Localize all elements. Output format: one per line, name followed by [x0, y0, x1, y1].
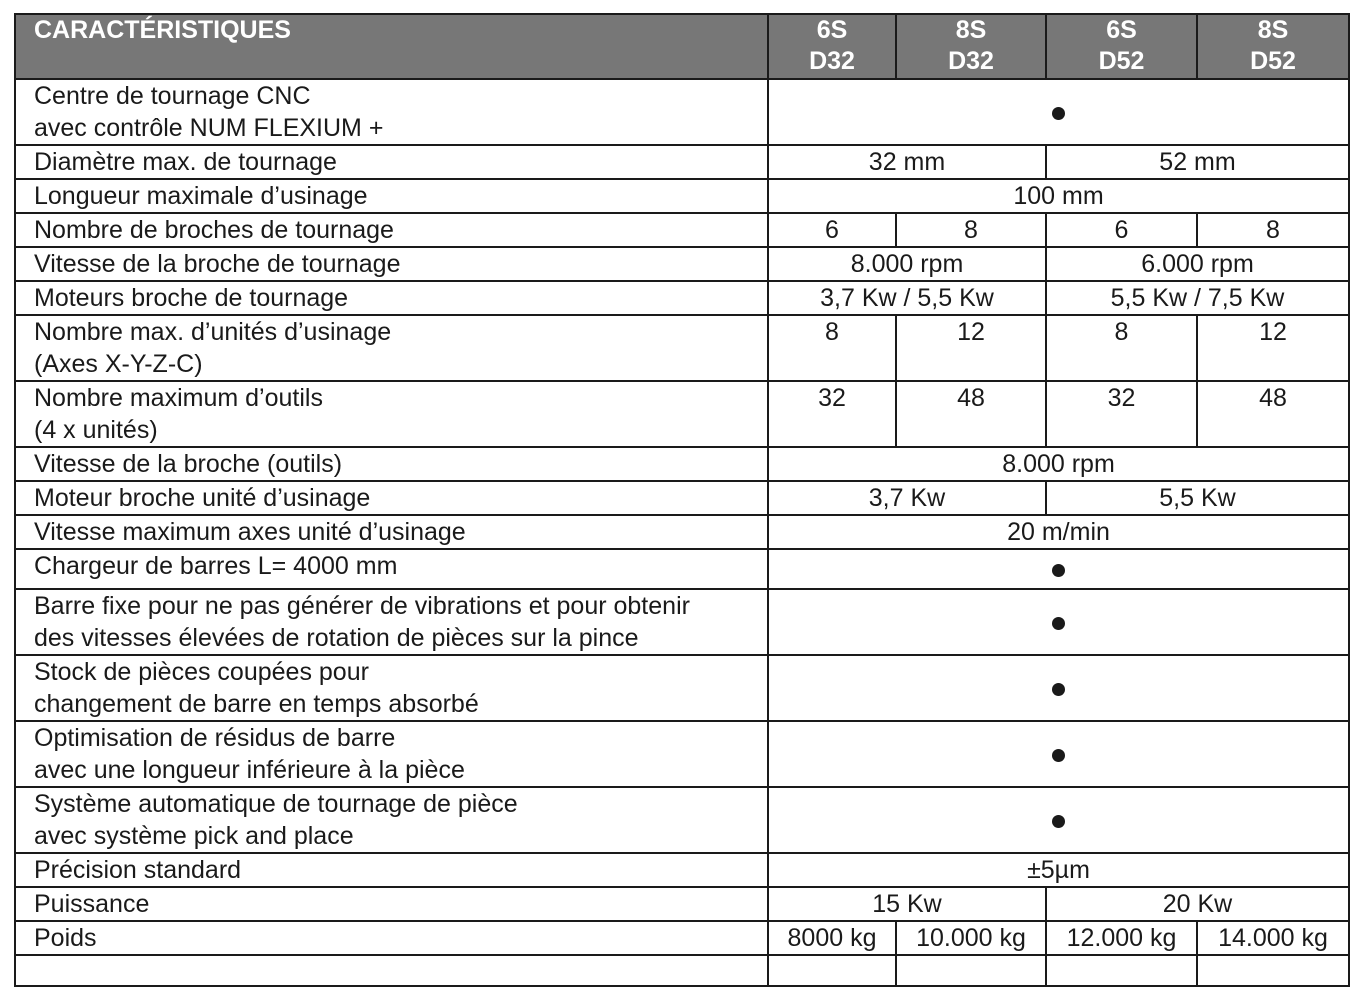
- row-label: Diamètre max. de tournage: [15, 145, 768, 179]
- empty-row: [15, 955, 1349, 986]
- table-row: [15, 179, 1349, 213]
- bullet-icon: [1052, 815, 1065, 828]
- row-value: 20 Kw: [1046, 887, 1349, 921]
- table-row: [15, 381, 1349, 447]
- row-label: Puissance: [15, 887, 768, 921]
- row-value: 8: [1197, 213, 1349, 247]
- bullet-icon: [1052, 749, 1065, 762]
- table-row: [15, 787, 1349, 853]
- table-row: [15, 515, 1349, 549]
- bullet-icon: [1052, 617, 1065, 630]
- row-value: 12: [896, 315, 1046, 381]
- row-value: 32: [1046, 381, 1197, 447]
- table-row: [15, 589, 1349, 655]
- table-row: [15, 145, 1349, 179]
- row-label: Centre de tournage CNC avec contrôle NUM FLEXIUM +: [15, 79, 768, 145]
- table-row: [15, 79, 1349, 145]
- table-row: [15, 247, 1349, 281]
- row-value: 48: [1197, 381, 1349, 447]
- row-label: Vitesse maximum axes unité d’usinage: [15, 515, 768, 549]
- table-row: [15, 315, 1349, 381]
- table-row: [15, 921, 1349, 955]
- row-value: ±5µm: [768, 853, 1349, 887]
- row-label: Vitesse de la broche (outils): [15, 447, 768, 481]
- row-value: 14.000 kg: [1197, 921, 1349, 955]
- row-label: Nombre max. d’unités d’usinage (Axes X-Y-Z-C): [15, 315, 768, 381]
- row-value: 10.000 kg: [896, 921, 1046, 955]
- row-value: 8.000 rpm: [768, 447, 1349, 481]
- row-value: 32: [768, 381, 896, 447]
- bullet-icon: [1052, 683, 1065, 696]
- row-value: 8: [896, 213, 1046, 247]
- row-label: Nombre maximum d’outils (4 x unités): [15, 381, 768, 447]
- row-value: [768, 721, 1349, 787]
- row-value: 100 mm: [768, 179, 1349, 213]
- row-value-empty: [768, 955, 896, 986]
- table-row: [15, 481, 1349, 515]
- row-value: 8.000 rpm: [768, 247, 1046, 281]
- row-value: 8000 kg: [768, 921, 896, 955]
- row-value: 3,7 Kw / 5,5 Kw: [768, 281, 1046, 315]
- specifications-table: [14, 13, 1350, 987]
- row-value: 8: [768, 315, 896, 381]
- row-label: Nombre de broches de tournage: [15, 213, 768, 247]
- row-value: 5,5 Kw: [1046, 481, 1349, 515]
- row-value-empty: [1046, 955, 1197, 986]
- table-row: [15, 549, 1349, 589]
- row-label: Poids: [15, 921, 768, 955]
- row-value: 6: [1046, 213, 1197, 247]
- row-label: Vitesse de la broche de tournage: [15, 247, 768, 281]
- row-value: [768, 655, 1349, 721]
- row-label: Longueur maximale d’usinage: [15, 179, 768, 213]
- table-row: [15, 213, 1349, 247]
- row-label: Barre fixe pour ne pas générer de vibrations et pour obtenir des vitesses élevées de rotation de pièces sur la pince: [15, 589, 768, 655]
- row-value: [768, 787, 1349, 853]
- bullet-icon: [1052, 107, 1065, 120]
- row-value: 48: [896, 381, 1046, 447]
- row-value-empty: [1197, 955, 1349, 986]
- row-value: 12: [1197, 315, 1349, 381]
- row-value: [768, 549, 1349, 589]
- row-label: Système automatique de tournage de pièce avec système pick and place: [15, 787, 768, 853]
- row-value: 6.000 rpm: [1046, 247, 1349, 281]
- row-label: Stock de pièces coupées pour changement de barre en temps absorbé: [15, 655, 768, 721]
- row-value: 3,7 Kw: [768, 481, 1046, 515]
- header-title: CARACTÉRISTIQUES: [15, 14, 768, 79]
- table-row: [15, 887, 1349, 921]
- row-label: Moteurs broche de tournage: [15, 281, 768, 315]
- row-value: 32 mm: [768, 145, 1046, 179]
- table-row: [15, 721, 1349, 787]
- table-row: [15, 447, 1349, 481]
- row-value: [768, 79, 1349, 145]
- model-header-6s-d52: 6S D52: [1046, 14, 1197, 79]
- row-label-empty: [15, 955, 768, 986]
- row-value: 8: [1046, 315, 1197, 381]
- row-label: Chargeur de barres L= 4000 mm: [15, 549, 768, 589]
- model-header-6s-d32: 6S D32: [768, 14, 896, 79]
- bullet-icon: [1052, 564, 1065, 577]
- row-value: 5,5 Kw / 7,5 Kw: [1046, 281, 1349, 315]
- row-value: 12.000 kg: [1046, 921, 1197, 955]
- header-row: [15, 14, 1349, 79]
- row-label: Précision standard: [15, 853, 768, 887]
- model-header-8s-d52: 8S D52: [1197, 14, 1349, 79]
- row-label: Optimisation de résidus de barre avec une longueur inférieure à la pièce: [15, 721, 768, 787]
- row-value: 15 Kw: [768, 887, 1046, 921]
- row-label: Moteur broche unité d’usinage: [15, 481, 768, 515]
- row-value: 20 m/min: [768, 515, 1349, 549]
- row-value: 6: [768, 213, 896, 247]
- row-value-empty: [896, 955, 1046, 986]
- table-row: [15, 655, 1349, 721]
- table-row: [15, 853, 1349, 887]
- row-value: [768, 589, 1349, 655]
- model-header-8s-d32: 8S D32: [896, 14, 1046, 79]
- table-row: [15, 281, 1349, 315]
- row-value: 52 mm: [1046, 145, 1349, 179]
